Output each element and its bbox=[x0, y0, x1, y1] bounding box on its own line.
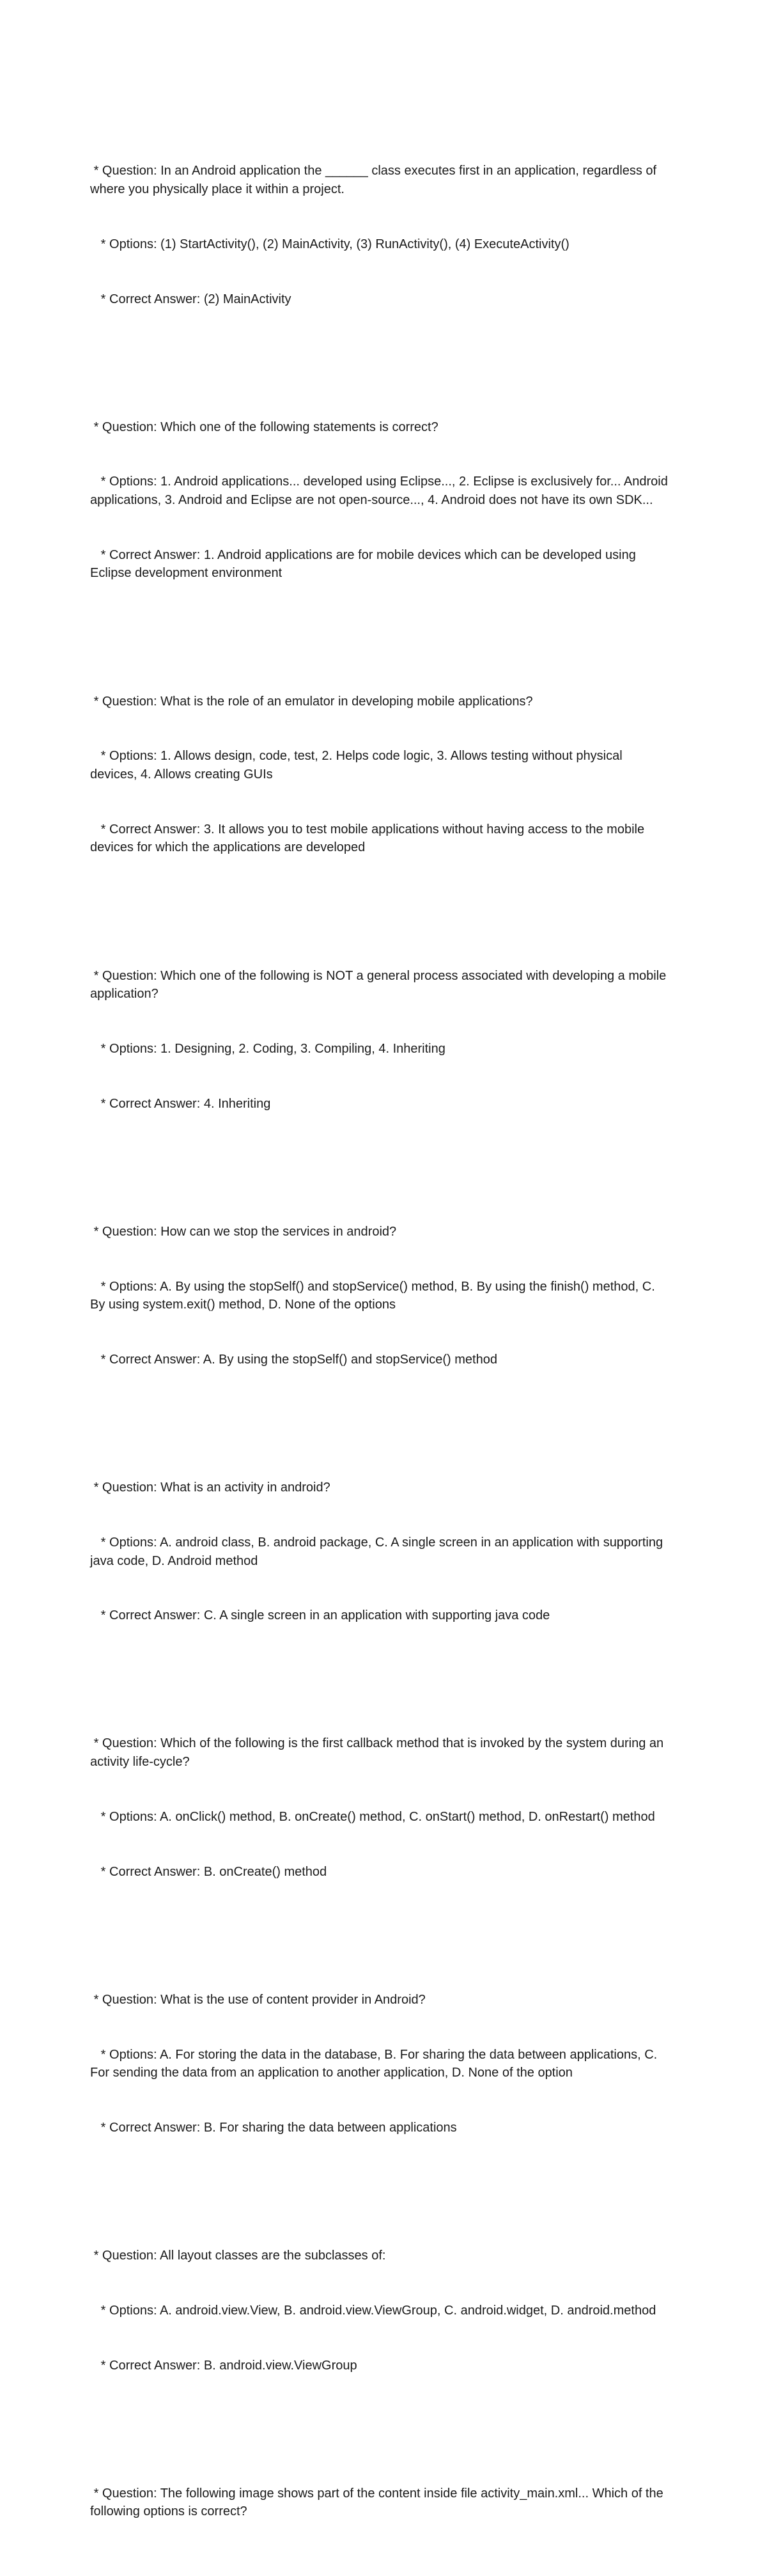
question-text: * Question: What is an activity in android? bbox=[90, 1480, 330, 1495]
question-text: * Question: All layout classes are the subclasses of: bbox=[90, 2249, 386, 2263]
question-text: * Question: What is the role of an emulator in developing mobile applications? bbox=[90, 694, 533, 709]
options-text: * Options: A. By using the stopSelf() and stopService() method, B. By using the finish() method, C. By using system.exit() method, D. None of the options bbox=[90, 1279, 659, 1312]
options-text: * Options: A. android.view.View, B. android.view.ViewGroup, C. android.widget, D. android.method bbox=[90, 2303, 656, 2318]
qa-item-5 bbox=[90, 1186, 672, 1406]
answer-text: * Correct Answer: B. onCreate() method bbox=[90, 1864, 327, 1879]
answer-text: * Correct Answer: 4. Inheriting bbox=[90, 1096, 271, 1111]
answer-text: * Correct Answer: 3. It allows you to test mobile applications without having access to the mobile devices for which the applications are developed bbox=[90, 822, 648, 855]
question-text: * Question: How can we stop the services in android? bbox=[90, 1224, 397, 1239]
qa-item-1 bbox=[90, 125, 672, 345]
answer-text: * Correct Answer: A. By using the stopSelf() and stopService() method bbox=[90, 1352, 497, 1367]
options-text: * Options: (1) StartActivity(), (2) MainActivity, (3) RunActivity(), (4) ExecuteActivity() bbox=[90, 237, 569, 251]
options-text: * Options: 1. Designing, 2. Coding, 3. Compiling, 4. Inheriting bbox=[90, 1041, 445, 1056]
question-text: * Question: Which of the following is the first callback method that is invoked by the system during an activity life-cycle? bbox=[90, 1736, 667, 1770]
document-page bbox=[90, 89, 672, 2576]
qa-item-10 bbox=[90, 2448, 672, 2558]
answer-text: * Correct Answer: C. A single screen in an application with supporting java code bbox=[90, 1608, 550, 1623]
answer-text: * Correct Answer: 1. Android applications are for mobile devices which can be developed using Eclipse development environment bbox=[90, 547, 640, 581]
qa-item-7 bbox=[90, 1698, 672, 1917]
question-text: * Question: The following image shows part of the content inside file activity_main.xml... Which of the following options is correct? bbox=[90, 2486, 667, 2519]
options-text: * Options: A. android class, B. android package, C. A single screen in an application with supporting java code, D. Android method bbox=[90, 1535, 667, 1568]
question-text: * Question: Which one of the following statements is correct? bbox=[90, 420, 438, 434]
qa-item-9 bbox=[90, 2210, 672, 2412]
question-text: * Question: What is the use of content provider in Android? bbox=[90, 1992, 426, 2007]
options-text: * Options: 1. Allows design, code, test, 2. Helps code logic, 3. Allows testing without physical devices, 4. Allows creating GUIs bbox=[90, 749, 626, 781]
answer-text: * Correct Answer: (2) MainActivity bbox=[90, 292, 291, 306]
qa-item-8 bbox=[90, 1954, 672, 2174]
options-text: * Options: 1. Android applications... developed using Eclipse..., 2. Eclipse is exclusively for... Android applications, 3. Android and Eclipse are not open-source..., 4. Android does not have its own SDK... bbox=[90, 475, 672, 508]
qa-item-6 bbox=[90, 1442, 672, 1661]
qa-item-3 bbox=[90, 656, 672, 893]
answer-text: * Correct Answer: B. android.view.ViewGroup bbox=[90, 2358, 357, 2373]
qa-item-2 bbox=[90, 382, 672, 620]
question-text: * Question: Which one of the following is NOT a general process associated with developing a mobile application? bbox=[90, 968, 670, 1001]
question-text: * Question: In an Android application the ______ class executes first in an application, regardless of where you physically place it within a project. bbox=[90, 164, 660, 196]
qa-item-4 bbox=[90, 930, 672, 1149]
options-text: * Options: A. For storing the data in the database, B. For sharing the data between applications, C. For sending the data from an application to another application, D. None of the option bbox=[90, 2047, 661, 2080]
options-text: * Options: A. onClick() method, B. onCreate() method, C. onStart() method, D. onRestart() method bbox=[90, 1809, 655, 1824]
answer-text: * Correct Answer: B. For sharing the data between applications bbox=[90, 2120, 457, 2135]
